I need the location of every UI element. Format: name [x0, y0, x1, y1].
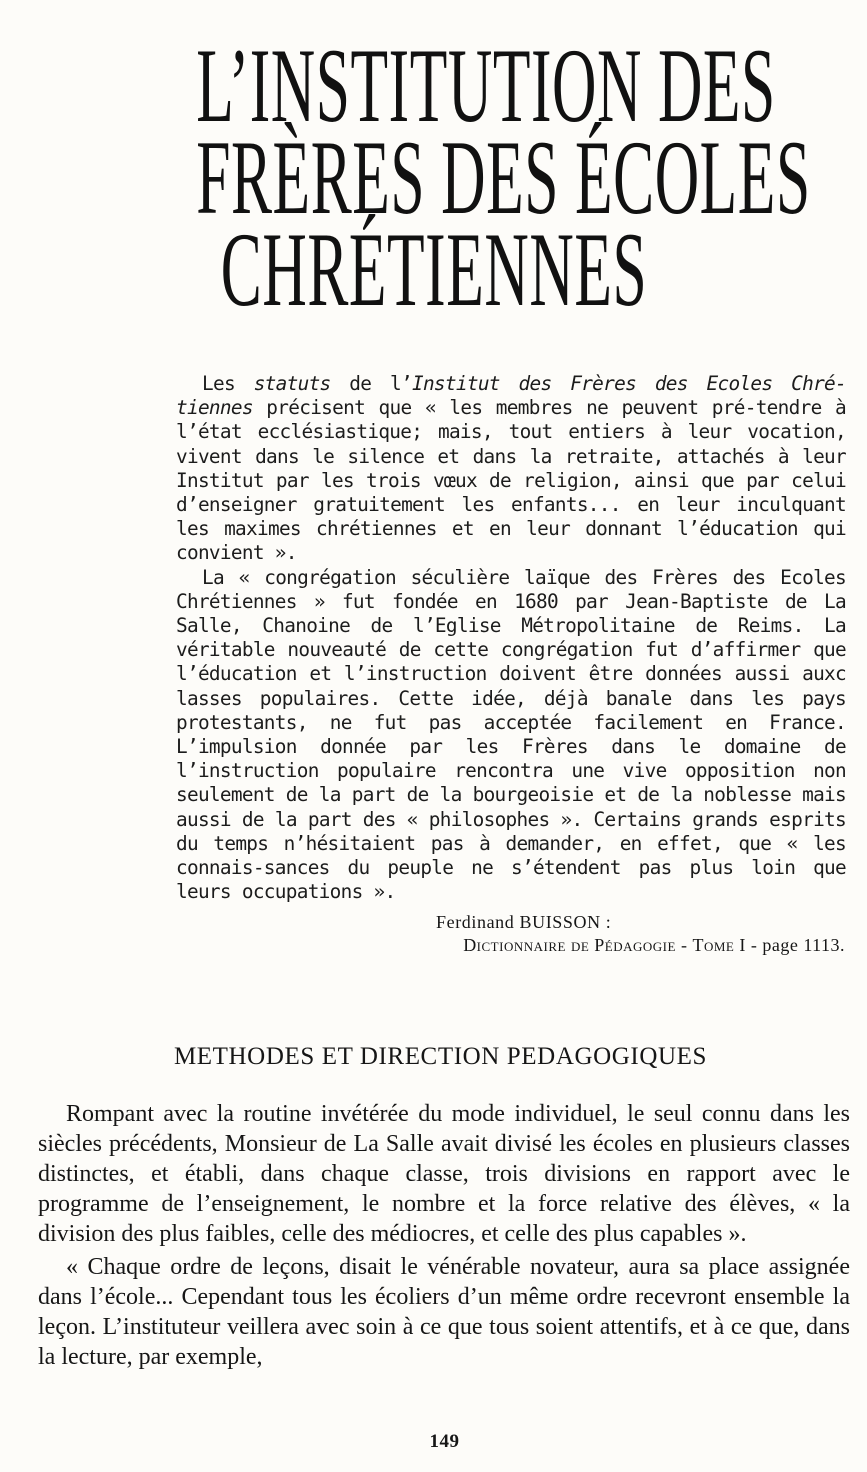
quote-paragraph-1: [176, 372, 846, 566]
quote-italic-institut: Institut des Frères des Ecoles Chré-tiennes: [176, 372, 846, 420]
quote-italic-statuts: statuts: [253, 372, 331, 395]
page-title: [24, 27, 844, 328]
epigraph-quote: [176, 372, 846, 904]
quote-paragraph-2: La « congrégation séculière laïque des Frères des Ecoles Chrétiennes » fut fondée en 1680 par Jean-Baptiste de La Salle, Chanoine de l’Eglise Métropolitaine de Reims. La véritable nouveauté de cette congrégation fut d’affirmer que l’éducation et l’instruction doivent être données aussi auxc lasses populaires. Cette idée, déjà banale dans les pays protestants, ne fut pas acceptée facilement en France. L’impulsion donnée par les Frères dans le domaine de l’instruction populaire rencontra une vive opposition non seulement de la part de la bourgeoisie et de la noblesse mais aussi de la part des « philosophes ». Certains grands esprits du temps n’hésitaient pas à demander, en effet, que « les connais-sances du peuple ne s’étendent pas plus loin que leurs occupations ».: [176, 565, 846, 904]
section-heading: METHODES ET DIRECTION PEDAGOGIQUES: [173, 1043, 708, 1070]
quote-text: précisent que « les membres ne peuvent pré-tendre à l’état ecclésiastique; mais, tout entiers à leur vocation, vivent dans le silence et dans la retraite, attachés à leur Institut par les trois vœux de religion, ainsi que par celui d’enseigner gratuitement les enfants... en leur inculquant les maximes chrétiennes et en leur donnant l’éducation qui convient ».: [176, 396, 846, 565]
quote-source: [463, 935, 845, 956]
source-page: page 1113.: [762, 935, 845, 955]
body-paragraph-1: Rompant avec la routine invétérée du mode individuel, le seul connu dans les siècles précédents, Monsieur de La Salle avait divisé les écoles en plusieurs classes distinctes, et établi, dans chaque classe, trois divisions en rapport avec le programme de l’enseignement, le nombre et la force relative des élèves, « la division des plus faibles, celle des médiocres, et celle des plus capables ».: [38, 1101, 850, 1247]
body-paragraph-2: « Chaque ordre de leçons, disait le vénérable novateur, aura sa place assignée dans l’école... Cependant tous les écoliers d’un même ordre recevront ensemble la leçon. L’instituteur veillera avec soin à ce que tous soient attentifs, et à ce que, dans la lecture, par exemple,: [38, 1254, 850, 1370]
source-volume: Tome I: [692, 935, 746, 955]
section-body: [38, 1099, 850, 1372]
source-work: Dictionnaire de Pédagogie: [463, 935, 676, 955]
title-line-2: FRÈRES DES ÉCOLES: [196, 119, 811, 236]
source-separator: -: [745, 935, 763, 955]
quote-author: Ferdinand BUISSON :: [436, 912, 612, 932]
source-separator: -: [675, 935, 693, 955]
title-line-1: L’INSTITUTION DES: [196, 27, 776, 144]
page-number: 149: [429, 1431, 460, 1452]
quote-text: Les: [202, 372, 254, 395]
title-line-3: CHRÉTIENNES: [220, 211, 648, 328]
quote-text: de l’: [330, 372, 412, 395]
